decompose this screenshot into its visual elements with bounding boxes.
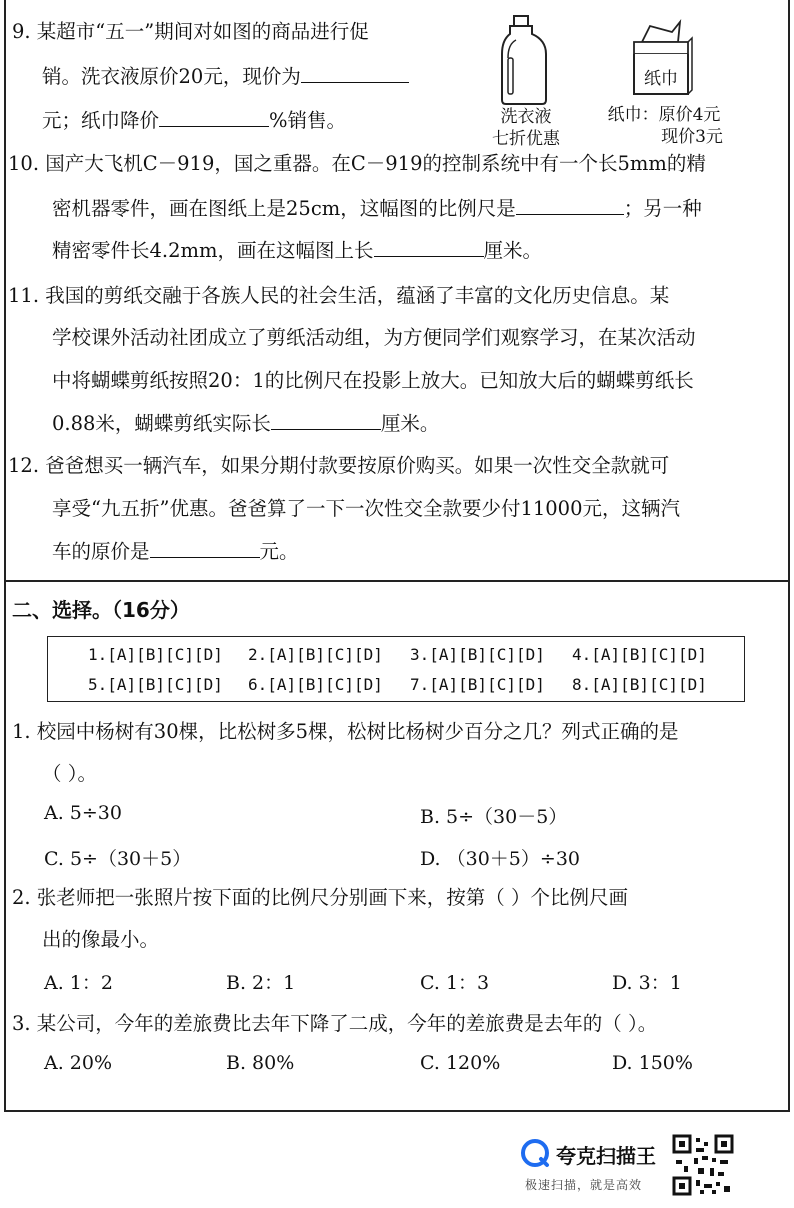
q11-text-a: 0.88米，蝴蝶剪纸实际长 xyxy=(52,412,271,435)
q11-line2: 学校课外活动社团成立了剪纸活动组，为方便同学们观察学习，在某次活动 xyxy=(52,326,696,349)
section-title: 二、选择。（16分） xyxy=(12,598,190,622)
choice-q2-option-c[interactable]: C. 1：3 xyxy=(420,972,490,994)
q10-text-b: ；另一种 xyxy=(623,197,702,220)
q12-text-b: 元。 xyxy=(259,540,299,563)
answer-row-7[interactable]: 7.[A][B][C][D] xyxy=(410,675,545,694)
choice-q2-option-a[interactable]: A. 1：2 xyxy=(44,972,113,994)
choice-q3-line1: 3. 某公司，今年的差旅费比去年下降了二成，今年的差旅费是去年的（ ）。 xyxy=(12,1012,658,1035)
q12-blank-price[interactable] xyxy=(150,537,260,558)
q9-line1: 9. 某超市“五一”期间对如图的商品进行促 xyxy=(12,20,369,43)
choice-q2-line1: 2. 张老师把一张照片按下面的比例尺分别画下来，按第（ ）个比例尺画 xyxy=(12,886,629,909)
q11-line1: 11. 我国的剪纸交融于各族人民的社会生活，蕴涵了丰富的文化历史信息。某 xyxy=(8,284,670,307)
tissue-caption-2: 现价3元 xyxy=(661,127,723,147)
qr-code-icon xyxy=(672,1134,734,1196)
q12-text-a: 车的原价是 xyxy=(52,540,150,563)
footer-brand: 夸克扫描王 xyxy=(556,1144,656,1168)
answer-sheet-box xyxy=(47,636,745,702)
q11-text-b: 厘米。 xyxy=(380,412,440,435)
answer-row-3[interactable]: 3.[A][B][C][D] xyxy=(410,645,545,664)
tissue-caption-1: 纸巾：原价4元 xyxy=(607,105,721,125)
choice-q2-option-b[interactable]: B. 2：1 xyxy=(226,972,296,994)
answer-row-1[interactable]: 1.[A][B][C][D] xyxy=(88,645,223,664)
answer-row-8[interactable]: 8.[A][B][C][D] xyxy=(572,675,707,694)
q9-text-c: %销售。 xyxy=(269,109,347,132)
q9-line3 xyxy=(42,106,346,135)
q10-text-d: 厘米。 xyxy=(483,239,543,262)
choice-q2-option-d[interactable]: D. 3：1 xyxy=(612,972,682,994)
q9-blank-price[interactable] xyxy=(301,62,409,83)
q10-line2 xyxy=(52,194,702,223)
q10-line3 xyxy=(52,236,542,265)
footer-slogan: 极速扫描，就是高效 xyxy=(525,1178,643,1192)
answer-row-4[interactable]: 4.[A][B][C][D] xyxy=(572,645,707,664)
detergent-bottle-icon xyxy=(498,14,550,106)
q12-line2: 享受“九五折”优惠。爸爸算了一下一次性交全款要少付11000元，这辆汽 xyxy=(52,497,680,520)
q9-blank-percent[interactable] xyxy=(159,106,269,127)
q10-blank-scale[interactable] xyxy=(516,194,624,215)
bottle-caption-2: 七折优惠 xyxy=(492,129,560,149)
choice-q3-option-d[interactable]: D. 150% xyxy=(612,1052,693,1074)
q10-blank-length[interactable] xyxy=(374,236,484,257)
answer-row-5[interactable]: 5.[A][B][C][D] xyxy=(88,675,223,694)
answer-row-2[interactable]: 2.[A][B][C][D] xyxy=(248,645,383,664)
section-divider xyxy=(4,580,790,582)
q9-line2 xyxy=(42,62,409,91)
bottle-caption-1: 洗衣液 xyxy=(500,107,552,127)
q10-line1: 10. 国产大飞机C－919，国之重器。在C－919的控制系统中有一个长5mm的精 xyxy=(8,152,706,175)
choice-q3-option-c[interactable]: C. 120% xyxy=(420,1052,501,1074)
choice-q1-option-b[interactable]: B. 5÷（30－5） xyxy=(420,806,568,828)
scanner-logo-icon xyxy=(520,1138,550,1168)
q10-text-c: 精密零件长4.2mm，画在这幅图上长 xyxy=(52,239,374,262)
q12-line3 xyxy=(52,537,299,566)
choice-q1-option-c[interactable]: C. 5÷（30＋5） xyxy=(44,848,192,870)
choice-q3-option-b[interactable]: B. 80% xyxy=(226,1052,295,1074)
choice-q3-option-a[interactable]: A. 20% xyxy=(44,1052,113,1074)
q9-text-a: 销。洗衣液原价20元，现价为 xyxy=(42,65,301,88)
tissue-label: 纸巾 xyxy=(644,69,678,89)
answer-row-6[interactable]: 6.[A][B][C][D] xyxy=(248,675,383,694)
q10-text-a: 密机器零件，画在图纸上是25cm，这幅图的比例尺是 xyxy=(52,197,516,220)
q11-line3: 中将蝴蝶剪纸按照20：1的比例尺在投影上放大。已知放大后的蝴蝶剪纸长 xyxy=(52,369,694,392)
q11-blank-length[interactable] xyxy=(271,409,381,430)
choice-q1-line2: （ ）。 xyxy=(42,762,97,785)
q12-line1: 12. 爸爸想买一辆汽车，如果分期付款要按原价购买。如果一次性交全款就可 xyxy=(8,454,670,477)
choice-q1-option-a[interactable]: A. 5÷30 xyxy=(44,802,122,824)
q11-line4 xyxy=(52,409,439,438)
q9-text-b: 元；纸巾降价 xyxy=(42,109,160,132)
choice-q1-option-d[interactable]: D. （30＋5）÷30 xyxy=(420,848,580,870)
choice-q1-line1: 1. 校园中杨树有30棵，比松树多5棵，松树比杨树少百分之几？列式正确的是 xyxy=(12,720,679,743)
choice-q2-line2: 出的像最小。 xyxy=(42,928,160,951)
